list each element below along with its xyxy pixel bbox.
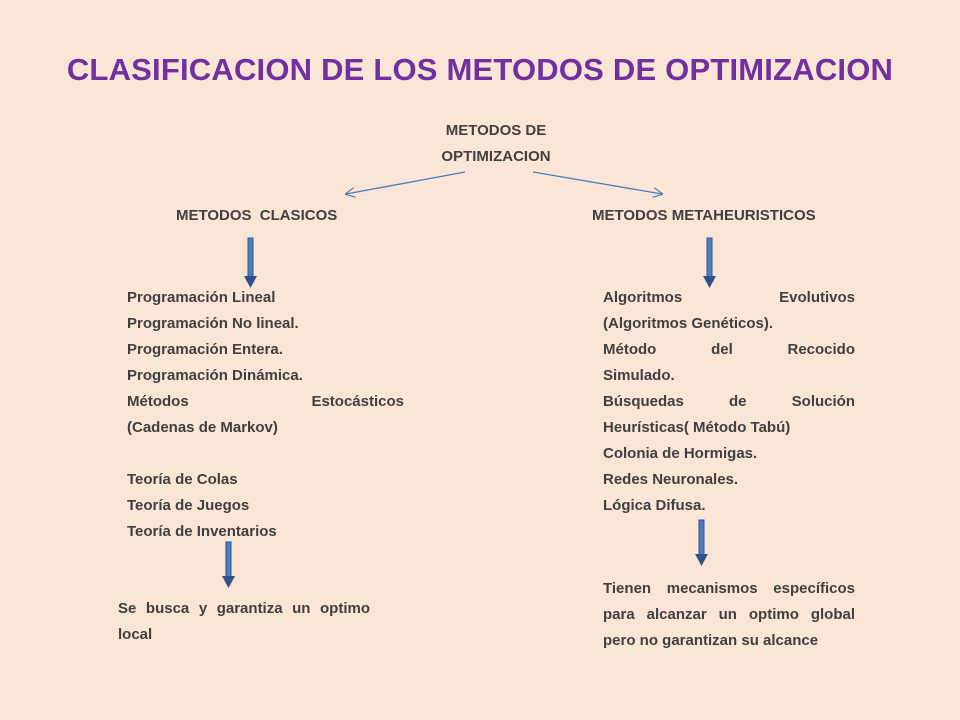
list-item: (Cadenas de Markov) <box>127 419 278 436</box>
list-item: Teoría de Colas <box>127 471 238 488</box>
root-node-line-1: METODOS DE <box>445 122 547 139</box>
list-metodos-clasicos <box>127 285 404 545</box>
list-item: Programación Lineal <box>127 289 276 306</box>
list-item: Simulado. <box>603 367 675 384</box>
label-metodos-metaheuristicos: METODOS METAHEURISTICOS <box>592 207 816 224</box>
list-item: Métodos Estocásticos <box>127 393 404 410</box>
page-title: CLASIFICACION DE LOS METODOS DE OPTIMIZACION <box>66 52 894 87</box>
arrow-to-clasicos <box>346 172 465 194</box>
conclusion-optimo-local: Se busca y garantiza un optimo local <box>118 600 370 643</box>
root-node-line-2: OPTIMIZACION <box>441 148 551 165</box>
label-metodos-clasicos: METODOS CLASICOS <box>176 207 338 224</box>
arrow-to-metaheuristicos <box>533 172 662 194</box>
block-arrow-clasicos <box>244 238 257 288</box>
list-item: Programación No lineal. <box>127 315 299 332</box>
list-item: Programación Entera. <box>127 341 283 358</box>
block-arrow-global <box>695 520 708 566</box>
list-item: Colonia de Hormigas. <box>603 445 758 462</box>
list-item: Teoría de Juegos <box>127 497 250 514</box>
list-item: Búsquedas de Solución <box>603 393 855 410</box>
block-arrow-local <box>222 542 235 588</box>
block-arrow-metaheuristicos <box>703 238 716 288</box>
list-item: Método del Recocido <box>603 341 855 358</box>
list-item: Teoría de Inventarios <box>127 523 277 540</box>
conclusion-optimo-global: Tienen mecanismos específicos para alcanzar un optimo global pero no garantizan su alcance <box>603 580 855 649</box>
list-metodos-metaheuristicos <box>603 285 855 519</box>
list-item: Programación Dinámica. <box>127 367 303 384</box>
list-item: Heurísticas( Método Tabú) <box>603 419 791 436</box>
list-item: Lógica Difusa. <box>603 497 706 514</box>
list-item: (Algoritmos Genéticos). <box>603 315 774 332</box>
list-item: Algoritmos Evolutivos <box>603 289 855 306</box>
list-item: Redes Neuronales. <box>603 471 739 488</box>
